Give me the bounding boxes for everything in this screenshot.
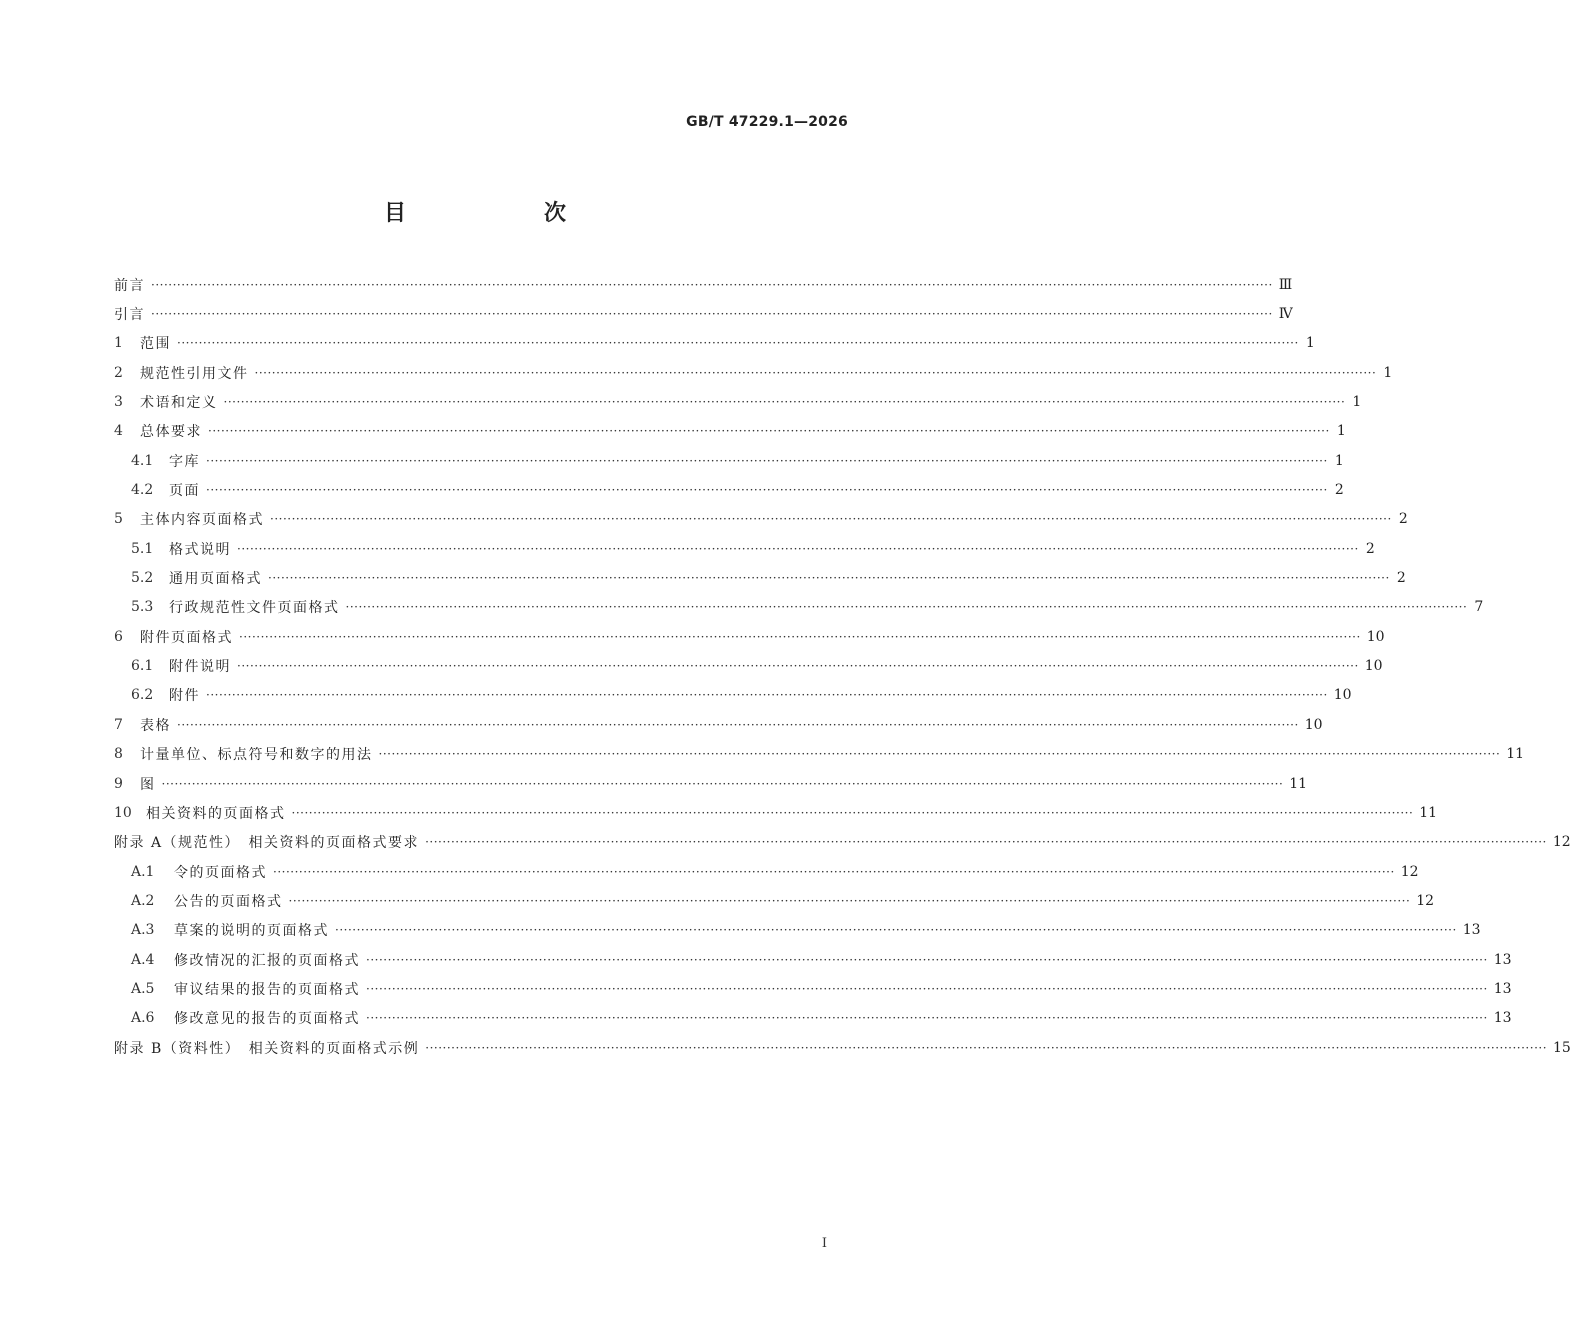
- toc-dot-leader: ····································································································································································································································································: [223, 395, 1346, 410]
- toc-dot-leader: ····································································································································································································································································: [335, 923, 1457, 938]
- toc-entry-page: 10: [1364, 658, 1383, 675]
- toc-dot-leader: ····································································································································································································································································: [288, 893, 1411, 908]
- toc-entry-number: A.6: [131, 1010, 155, 1027]
- toc-entry[interactable]: [114, 622, 1385, 651]
- toc-entry[interactable]: [114, 886, 1435, 915]
- toc-dot-leader: ····································································································································································································································································: [151, 277, 1273, 292]
- toc-entry-title: 修改意见的报告的页面格式: [174, 1011, 360, 1028]
- toc-entry-number: 5.1: [131, 540, 154, 557]
- toc-entry-number: 2: [114, 364, 123, 381]
- toc-entry-title: 通用页面格式: [169, 571, 262, 588]
- toc-dot-leader: ····································································································································································································································································: [206, 688, 1328, 703]
- toc-entry-page: 2: [1398, 511, 1408, 528]
- toc-dot-leader: ····································································································································································································································································: [345, 600, 1468, 615]
- toc-entry-page: 15: [1553, 1039, 1571, 1056]
- toc-entry[interactable]: [114, 270, 1293, 299]
- toc-entry-title: 术语和定义: [140, 395, 218, 412]
- toc-dot-leader: ····································································································································································································································································: [161, 776, 1284, 791]
- toc-entry-page: 10: [1333, 687, 1352, 704]
- toc-entry[interactable]: [114, 1033, 1571, 1062]
- toc-dot-leader: ····································································································································································································································································: [291, 805, 1414, 820]
- toc-entry-page: 1: [1334, 452, 1344, 469]
- toc-entry[interactable]: [114, 329, 1315, 358]
- toc-entry-title: 草案的说明的页面格式: [174, 923, 329, 940]
- toc-entry-page: 1: [1336, 423, 1346, 440]
- toc-entry-title: 审议结果的报告的页面格式: [174, 981, 360, 998]
- toc-entry-title: 范围: [140, 336, 171, 353]
- toc-entry-title: 附件说明: [169, 659, 231, 676]
- toc-entry-title: 格式说明: [169, 541, 231, 558]
- toc-dot-leader: ····································································································································································································································································: [366, 981, 1488, 996]
- toc-entry-page: 1: [1352, 394, 1362, 411]
- toc-dot-leader: ····································································································································································································································································: [366, 952, 1488, 967]
- toc-entry-title: 前言: [114, 277, 145, 294]
- toc-entry-number: A.5: [131, 980, 155, 997]
- toc-entry-page: 2: [1334, 482, 1344, 499]
- toc-entry[interactable]: [114, 1004, 1512, 1033]
- toc-entry-page: 2: [1396, 570, 1406, 587]
- toc-dot-leader: ····································································································································································································································································: [206, 483, 1328, 498]
- toc-entry-number: 5.2: [131, 570, 154, 587]
- toc-entry-page: 10: [1304, 716, 1323, 733]
- toc-entry-page: 12: [1552, 834, 1571, 851]
- toc-entry-title: 计量单位、标点符号和数字的用法: [140, 747, 373, 764]
- toc-dot-leader: ····································································································································································································································································: [425, 835, 1547, 850]
- toc-entry-number: 1: [114, 335, 123, 352]
- toc-dot-leader: ····································································································································································································································································: [239, 629, 1361, 644]
- toc-entry-number: 6.1: [131, 658, 154, 675]
- toc-entry-number: 6: [114, 628, 123, 645]
- toc-entry[interactable]: [114, 505, 1408, 534]
- toc-dot-leader: ····································································································································································································································································: [270, 512, 1392, 527]
- page-number: I: [821, 1236, 827, 1251]
- toc-entry-title: 字库: [169, 453, 200, 470]
- toc-entry[interactable]: [114, 710, 1323, 739]
- toc-entry-number: 5: [114, 511, 123, 528]
- toc-entry[interactable]: [114, 534, 1375, 563]
- toc-dot-leader: ····································································································································································································································································: [177, 717, 1299, 732]
- toc-dot-leader: ····································································································································································································································································: [366, 1011, 1488, 1026]
- toc-entry-number: A.1: [131, 863, 155, 880]
- toc-entry-title: 修改情况的汇报的页面格式: [174, 952, 360, 969]
- toc-entry-title: 相关资料的页面格式: [146, 805, 286, 822]
- toc-entry-title: 附件页面格式: [140, 629, 233, 646]
- toc-entry-title: 总体要求: [140, 424, 202, 441]
- toc-entry-page: 11: [1419, 804, 1438, 821]
- toc-entry[interactable]: [114, 857, 1419, 886]
- toc-entry-page: 13: [1493, 951, 1512, 968]
- toc-entry[interactable]: [114, 769, 1308, 798]
- table-of-contents: [114, 270, 1571, 1062]
- toc-title: 目 次: [383, 201, 624, 226]
- toc-entry[interactable]: [114, 740, 1525, 769]
- toc-entry[interactable]: [114, 563, 1406, 592]
- toc-dot-leader: ····································································································································································································································································: [237, 659, 1359, 674]
- toc-dot-leader: ····································································································································································································································································: [425, 1040, 1548, 1055]
- toc-entry-title: 附录 B（资料性） 相关资料的页面格式示例: [114, 1040, 420, 1057]
- toc-entry-number: A.3: [131, 922, 155, 939]
- toc-dot-leader: ····································································································································································································································································: [237, 541, 1359, 556]
- toc-dot-leader: ····································································································································································································································································: [268, 571, 1390, 586]
- toc-entry-number: 4.1: [131, 452, 154, 469]
- toc-entry-page: 7: [1474, 599, 1484, 616]
- toc-entry-number: 8: [114, 746, 123, 763]
- toc-entry[interactable]: [114, 475, 1344, 504]
- toc-dot-leader: ····································································································································································································································································: [273, 864, 1395, 879]
- toc-entry-number: 3: [114, 394, 123, 411]
- toc-entry-page: 1: [1305, 335, 1315, 352]
- toc-entry-number: 4: [114, 423, 123, 440]
- toc-entry[interactable]: [114, 387, 1362, 416]
- toc-entry-title: 令的页面格式: [174, 864, 267, 881]
- toc-entry-title: 表格: [140, 717, 171, 734]
- toc-entry-page: 1: [1383, 364, 1393, 381]
- document-code: GB/T 47229.1—2026: [686, 114, 848, 130]
- toc-dot-leader: ····································································································································································································································································: [177, 336, 1299, 351]
- toc-entry[interactable]: [114, 446, 1344, 475]
- toc-entry[interactable]: [114, 651, 1383, 680]
- toc-entry-page: 13: [1462, 922, 1481, 939]
- toc-entry-page: 11: [1506, 746, 1525, 763]
- toc-entry-number: 9: [114, 775, 123, 792]
- toc-entry-number: 10: [114, 804, 132, 821]
- toc-entry[interactable]: [114, 593, 1484, 622]
- toc-entry[interactable]: [114, 798, 1438, 827]
- toc-dot-leader: ····································································································································································································································································: [206, 453, 1328, 468]
- toc-entry[interactable]: [114, 916, 1481, 945]
- toc-entry-title: 附录 A（规范性） 相关资料的页面格式要求: [114, 835, 420, 852]
- toc-entry-title: 规范性引用文件: [140, 365, 249, 382]
- toc-entry-number: 4.2: [131, 482, 154, 499]
- toc-entry-page: 12: [1400, 863, 1419, 880]
- toc-entry-number: 5.3: [131, 599, 154, 616]
- toc-entry-number: 7: [114, 716, 123, 733]
- toc-entry-number: A.4: [131, 951, 155, 968]
- toc-entry-page: 12: [1416, 892, 1435, 909]
- toc-entry-title: 公告的页面格式: [174, 893, 283, 910]
- toc-entry-page: Ⅳ: [1278, 306, 1293, 323]
- toc-entry-title: 引言: [114, 307, 145, 324]
- toc-entry[interactable]: [114, 299, 1293, 328]
- toc-dot-leader: ····································································································································································································································································: [208, 424, 1330, 439]
- toc-entry[interactable]: [114, 828, 1571, 857]
- toc-entry-page: 13: [1493, 980, 1512, 997]
- toc-entry[interactable]: [114, 358, 1393, 387]
- toc-dot-leader: ····································································································································································································································································: [378, 747, 1501, 762]
- toc-entry-page: 2: [1365, 540, 1375, 557]
- toc-entry-page: 10: [1366, 628, 1385, 645]
- toc-entry-title: 行政规范性文件页面格式: [169, 600, 340, 617]
- toc-entry[interactable]: [114, 417, 1346, 446]
- toc-entry-number: A.2: [131, 892, 155, 909]
- toc-entry[interactable]: [114, 681, 1352, 710]
- toc-entry-title: 图: [140, 776, 156, 793]
- toc-entry-title: 主体内容页面格式: [140, 512, 264, 529]
- toc-dot-leader: ····································································································································································································································································: [151, 307, 1273, 322]
- toc-entry-page: Ⅲ: [1278, 276, 1293, 293]
- toc-entry[interactable]: [114, 945, 1512, 974]
- toc-dot-leader: ····································································································································································································································································: [254, 365, 1377, 380]
- toc-entry-page: 13: [1493, 1010, 1512, 1027]
- toc-entry-title: 页面: [169, 483, 200, 500]
- toc-entry-number: 6.2: [131, 687, 154, 704]
- toc-entry-title: 附件: [169, 688, 200, 705]
- toc-entry-page: 11: [1289, 775, 1308, 792]
- toc-entry[interactable]: [114, 974, 1512, 1003]
